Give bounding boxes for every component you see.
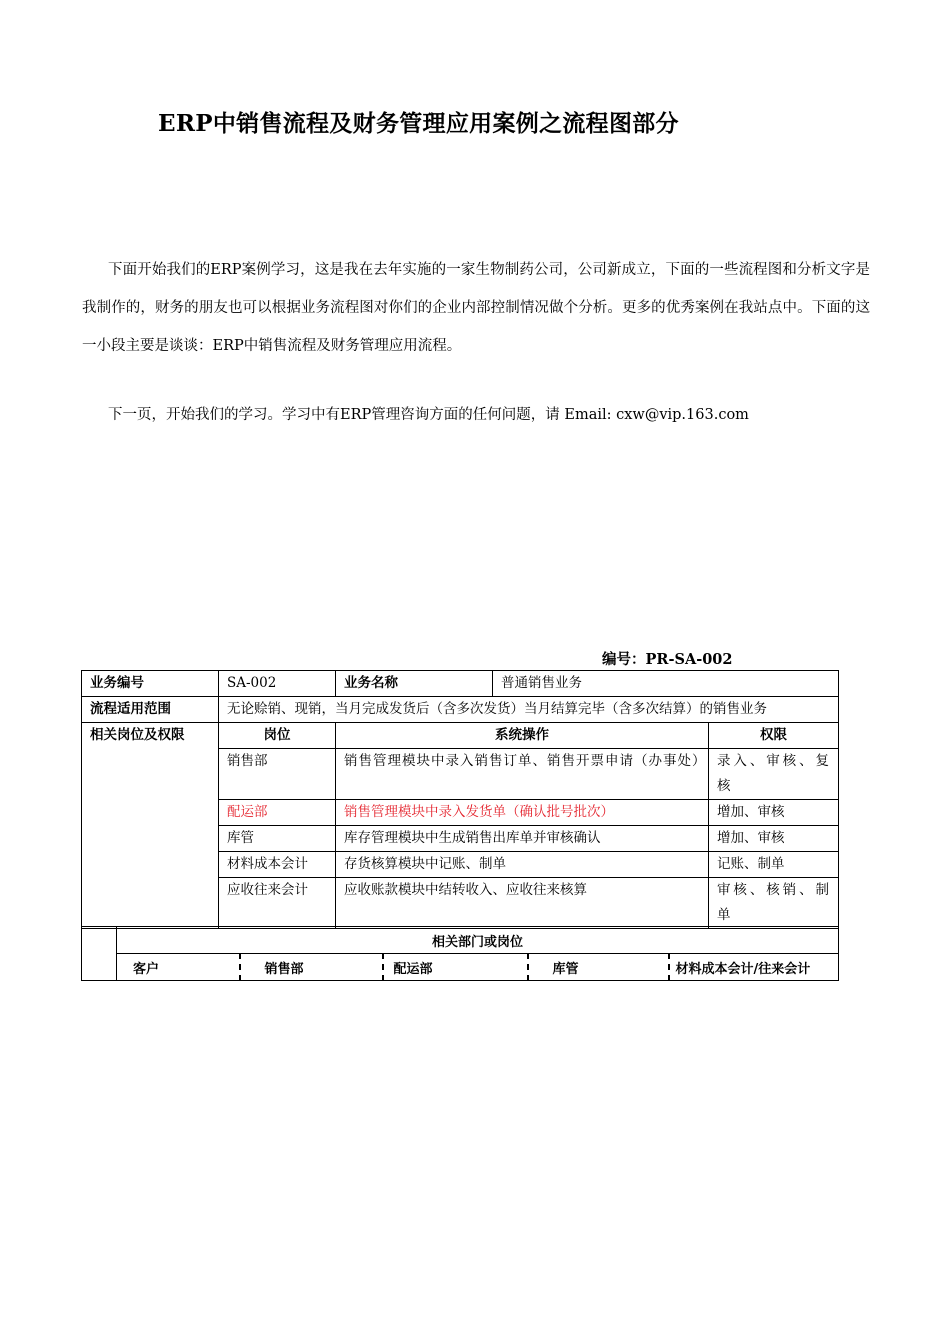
page-title: ERP中销售流程及财务管理应用案例之流程图部分 — [158, 110, 679, 137]
permission-cell: 审核、核销、制单 — [709, 878, 839, 929]
scope-value: 无论赊销、现销，当月完成发货后（含多次发货）当月结算完毕（含多次结算）的销售业务 — [219, 697, 839, 723]
roles-label: 相关岗位及权限 — [82, 723, 219, 929]
col-permission-header: 权限 — [709, 723, 839, 749]
lane-customer: 客户 — [117, 954, 240, 981]
operation-cell: 销售管理模块中录入销售订单、销售开票申请（办事处） — [336, 749, 709, 800]
flow-header-row — [82, 927, 839, 954]
post-cell: 配运部 — [219, 800, 336, 826]
biz-no-value: SA-002 — [219, 671, 336, 697]
flow-header: 相关部门或岗位 — [117, 927, 839, 954]
operation-cell: 库存管理模块中生成销售出库单并审核确认 — [336, 826, 709, 852]
process-info-table — [81, 670, 839, 929]
lane-accounting: 材料成本会计/往来会计 — [669, 954, 839, 981]
permission-cell: 增加、审核 — [709, 800, 839, 826]
post-cell: 应收往来会计 — [219, 878, 336, 929]
biz-no-label: 业务编号 — [82, 671, 219, 697]
operation-cell: 应收账款模块中结转收入、应收往来核算 — [336, 878, 709, 929]
biz-name-label: 业务名称 — [336, 671, 493, 697]
post-cell: 销售部 — [219, 749, 336, 800]
intro-paragraph: 下面开始我们的ERP案例学习，这是我在去年实施的一家生物制药公司，公司新成立，下面的一些流程图和分析文字是我制作的，财务的朋友也可以根据业务流程图对你们的企业内部控制情况做个分析。更多的优秀案例在我站点中。下面的这一小段主要是谈谈：ERP中销售流程及财务管理应用流程。 — [82, 262, 870, 354]
flow-side-cell — [82, 927, 117, 981]
operation-cell: 销售管理模块中录入发货单（确认批号批次） — [336, 800, 709, 826]
permission-cell: 录入、审核、复核 — [709, 749, 839, 800]
contact-paragraph: 下一页，开始我们的学习。学习中有ERP管理咨询方面的任何问题，请 Email: cxw@vip.163.com — [108, 407, 749, 423]
roles-header-row — [82, 723, 839, 749]
business-row — [82, 671, 839, 697]
post-cell: 库管 — [219, 826, 336, 852]
lane-sales-dept: 销售部 — [240, 954, 383, 981]
flowchart-header-table — [81, 926, 839, 981]
biz-name-value: 普通销售业务 — [493, 671, 839, 697]
permission-cell: 增加、审核 — [709, 826, 839, 852]
operation-cell: 存货核算模块中记账、制单 — [336, 852, 709, 878]
lane-shipping-dept: 配运部 — [383, 954, 528, 981]
col-operation-header: 系统操作 — [336, 723, 709, 749]
col-post-header: 岗位 — [219, 723, 336, 749]
flow-lanes-row — [82, 954, 839, 981]
lane-warehouse: 库管 — [528, 954, 669, 981]
post-cell: 材料成本会计 — [219, 852, 336, 878]
scope-row — [82, 697, 839, 723]
scope-label: 流程适用范围 — [82, 697, 219, 723]
permission-cell: 记账、制单 — [709, 852, 839, 878]
document-number: 编号：PR-SA-002 — [602, 651, 733, 668]
